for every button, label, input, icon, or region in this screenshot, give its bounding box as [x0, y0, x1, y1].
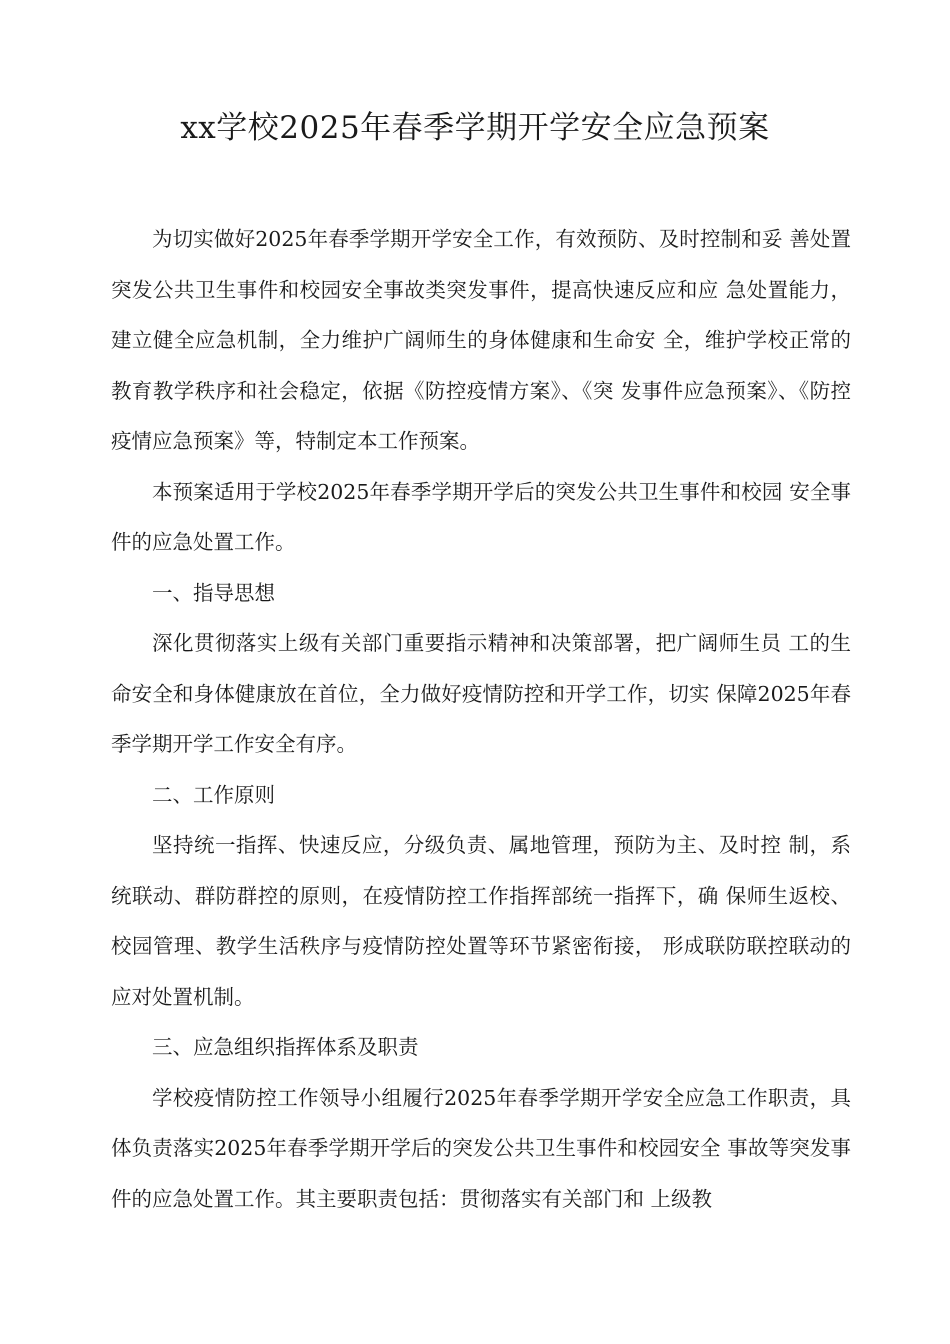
section-heading-working-principles: 二、工作原则: [152, 782, 275, 807]
document-body: [111, 214, 851, 1224]
intro-paragraph: 为切实做好2025年春季学期开学安全工作，有效预防、及时控制和妥 善处置突发公共卫生事件和校园安全事故类突发事件，提高快速反应和应 急处置能力，建立健全应急机制，全力维护广阔师生的身体健康和生命安 全，维护学校正常的教育教学秩序和社会稳定，依据《防控疫情方案》、《突 发事件应急预案》、《防控疫情应急预案》等，特制定本工作预案。: [111, 227, 851, 453]
section-text-guiding-ideology: 深化贯彻落实上级有关部门重要指示精神和决策部署，把广阔师生员 工的生命安全和身体健康放在首位，全力做好疫情防控和开学工作，切实 保障2025年春季学期开学工作安全有序。: [111, 631, 851, 756]
scope-paragraph: 本预案适用于学校2025年春季学期开学后的突发公共卫生事件和校园 安全事件的应急处置工作。: [111, 479, 851, 554]
section-text-emergency-command: 学校疫情防控工作领导小组履行2025年春季学期开学安全应急工作职责，具体负责落实2025年春季学期开学后的突发公共卫生事件和校园安全 事故等突发事件的应急处置工作。其主要职责包括：贯彻落实有关部门和 上级教: [111, 1085, 851, 1211]
section-heading-emergency-command: 三、应急组织指挥体系及职责: [152, 1035, 419, 1059]
section-heading-guiding-ideology: 一、指导思想: [152, 580, 275, 605]
section-text-working-principles: 坚持统一指挥、快速反应，分级负责、属地管理，预防为主、及时控 制，系统联动、群防群控的原则，在疫情防控工作指挥部统一指挥下，确 保师生返校、校园管理、教学生活秩序与疫情防控处置等环节紧密衔接， 形成联防联控联动的应对处置机制。: [111, 833, 851, 1009]
document-title: xx学校2025年春季学期开学安全应急预案: [180, 110, 770, 146]
